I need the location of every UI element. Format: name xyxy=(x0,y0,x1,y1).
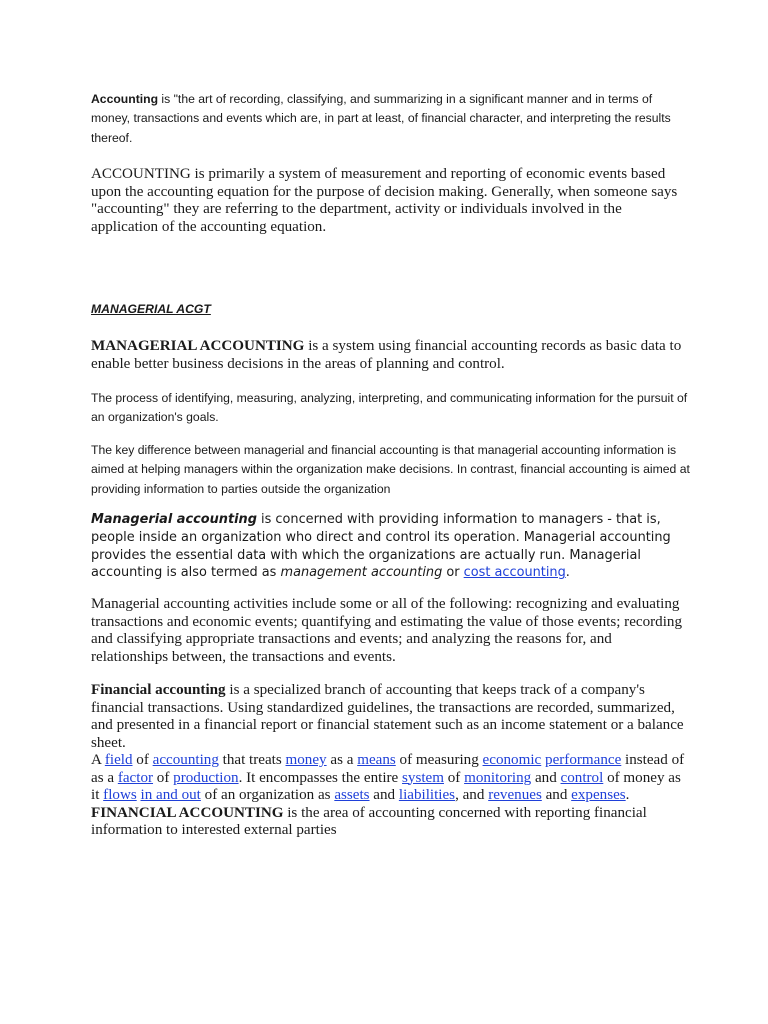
managerial-accounting-concern-paragraph: Managerial accounting is concerned with providing information to managers - that is, people inside an organization who direct and control its operation. Managerial accounting provides the essential data with which the organizations are actually run. Managerial accounting is also termed as management accounting or cost accounting. xyxy=(91,512,671,581)
managerial-accounting-paragraph: MANAGERIAL ACCOUNTING is a system using financial accounting records as basic data to enable better business decisions in the areas of planning and control. xyxy=(91,338,682,372)
link-in-and-out[interactable]: in and out xyxy=(140,787,201,804)
link-monitoring[interactable]: monitoring xyxy=(464,769,532,786)
financial-accounting-caps-term: FINANCIAL ACCOUNTING xyxy=(91,804,284,821)
managerial-accounting-italic-term: Managerial accounting xyxy=(91,512,257,527)
accounting-term: Accounting xyxy=(91,92,159,106)
management-accounting-em: management accounting xyxy=(280,565,443,581)
link-control[interactable]: control xyxy=(560,769,604,786)
link-expenses[interactable]: expenses xyxy=(571,787,626,804)
financial-accounting-term: Financial accounting xyxy=(91,682,226,698)
link-system[interactable]: system xyxy=(402,769,444,786)
link-means[interactable]: means xyxy=(357,752,396,768)
link-flows[interactable]: flows xyxy=(103,787,137,804)
link-production[interactable]: production xyxy=(173,769,239,786)
field-of-accounting-paragraph: A field of accounting that treats money as a means of measuring economic performance instead of as a factor of production. It encompasses the entire system of monitoring and control of money as it flows in and out of an organization as assets and liabilities, and revenues and expenses. FINANCIAL ACCOUNTING is the area of accounting concerned with reporting financial information to interested external parties xyxy=(91,752,685,839)
process-paragraph: The process of identifying, measuring, analyzing, interpreting, and communicating information for the pursuit of an organization's goals. xyxy=(91,391,688,425)
link-revenues[interactable]: revenues xyxy=(488,787,542,804)
link-factor[interactable]: factor xyxy=(117,769,154,786)
link-assets[interactable]: assets xyxy=(334,787,370,804)
managerial-acgt-heading: MANAGERIAL ACGT xyxy=(91,302,211,316)
link-accounting[interactable]: accounting xyxy=(152,752,219,768)
link-economic[interactable]: economic xyxy=(482,752,542,768)
key-difference-paragraph: The key difference between managerial and financial accounting is that managerial accounting information is aimed at helping managers within the organization make decisions. In contrast, financial accounting is aimed at providing information to parties outside the organization xyxy=(91,443,690,496)
financial-accounting-paragraph: Financial accounting is a specialized branch of accounting that keeps track of a company's financial transactions. Using standardized guidelines, the transactions are recorded, summarized, and presented in a financial report or financial statement such as an income statement or a balance sheet. xyxy=(91,682,684,751)
link-money[interactable]: money xyxy=(285,752,327,768)
managerial-activities-paragraph: Managerial accounting activities include some or all of the following: recognizing and evaluating transactions and economic events; quantifying and estimating the value of those events; recording and classifying appropriate transactions and events; and analyzing the reasons for, and relationships between, the transactions and events. xyxy=(91,596,682,665)
accounting-definition-paragraph: Accounting is "the art of recording, classifying, and summarizing in a significant manner and in terms of money, transactions and events which are, in part at least, of financial character, and interpreting the results thereof. xyxy=(91,92,671,145)
cost-accounting-link[interactable]: cost accounting xyxy=(463,565,566,581)
accounting-system-paragraph: ACCOUNTING is primarily a system of measurement and reporting of economic events based upon the accounting equation for the purpose of decision making. Generally, when someone says "accounting" they are referring to the department, activity or individuals involved in the application of the accounting equation. xyxy=(91,166,678,235)
link-performance[interactable]: performance xyxy=(545,752,622,768)
link-field[interactable]: field xyxy=(104,752,133,768)
managerial-accounting-term: MANAGERIAL ACCOUNTING xyxy=(91,338,305,354)
link-liabilities[interactable]: liabilities xyxy=(398,787,456,804)
